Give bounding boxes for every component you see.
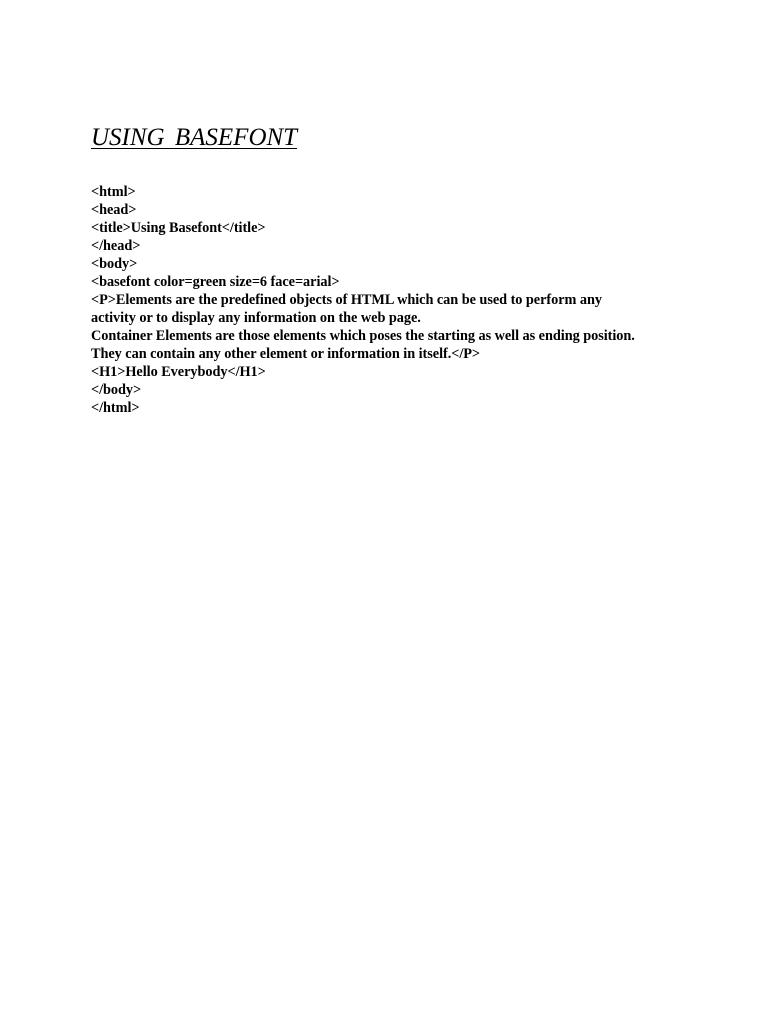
page-title: USING BASEFONT xyxy=(91,124,298,151)
code-line-paragraph-1: <P>Elements are the predefined objects of HTML which can be used to perform any xyxy=(91,292,602,308)
code-line-head-open: <head> xyxy=(91,202,137,218)
code-line-html-open: <html> xyxy=(91,184,136,200)
code-line-body-close: </body> xyxy=(91,382,142,398)
code-line-head-close: </head> xyxy=(91,238,141,254)
code-listing xyxy=(91,183,731,417)
code-line-basefont: <basefont color=green size=6 face=arial> xyxy=(91,274,340,290)
code-line-html-close: </html> xyxy=(91,400,140,416)
code-line-body-open: <body> xyxy=(91,256,138,272)
code-line-title: <title>Using Basefont</title> xyxy=(91,220,266,236)
code-line-paragraph-3: Container Elements are those elements which poses the starting as well as ending position. xyxy=(91,328,635,344)
code-line-paragraph-2: activity or to display any information on the web page. xyxy=(91,310,421,326)
code-line-heading: <H1>Hello Everybody</H1> xyxy=(91,364,266,380)
code-line-paragraph-4: They can contain any other element or information in itself.</P> xyxy=(91,346,481,362)
